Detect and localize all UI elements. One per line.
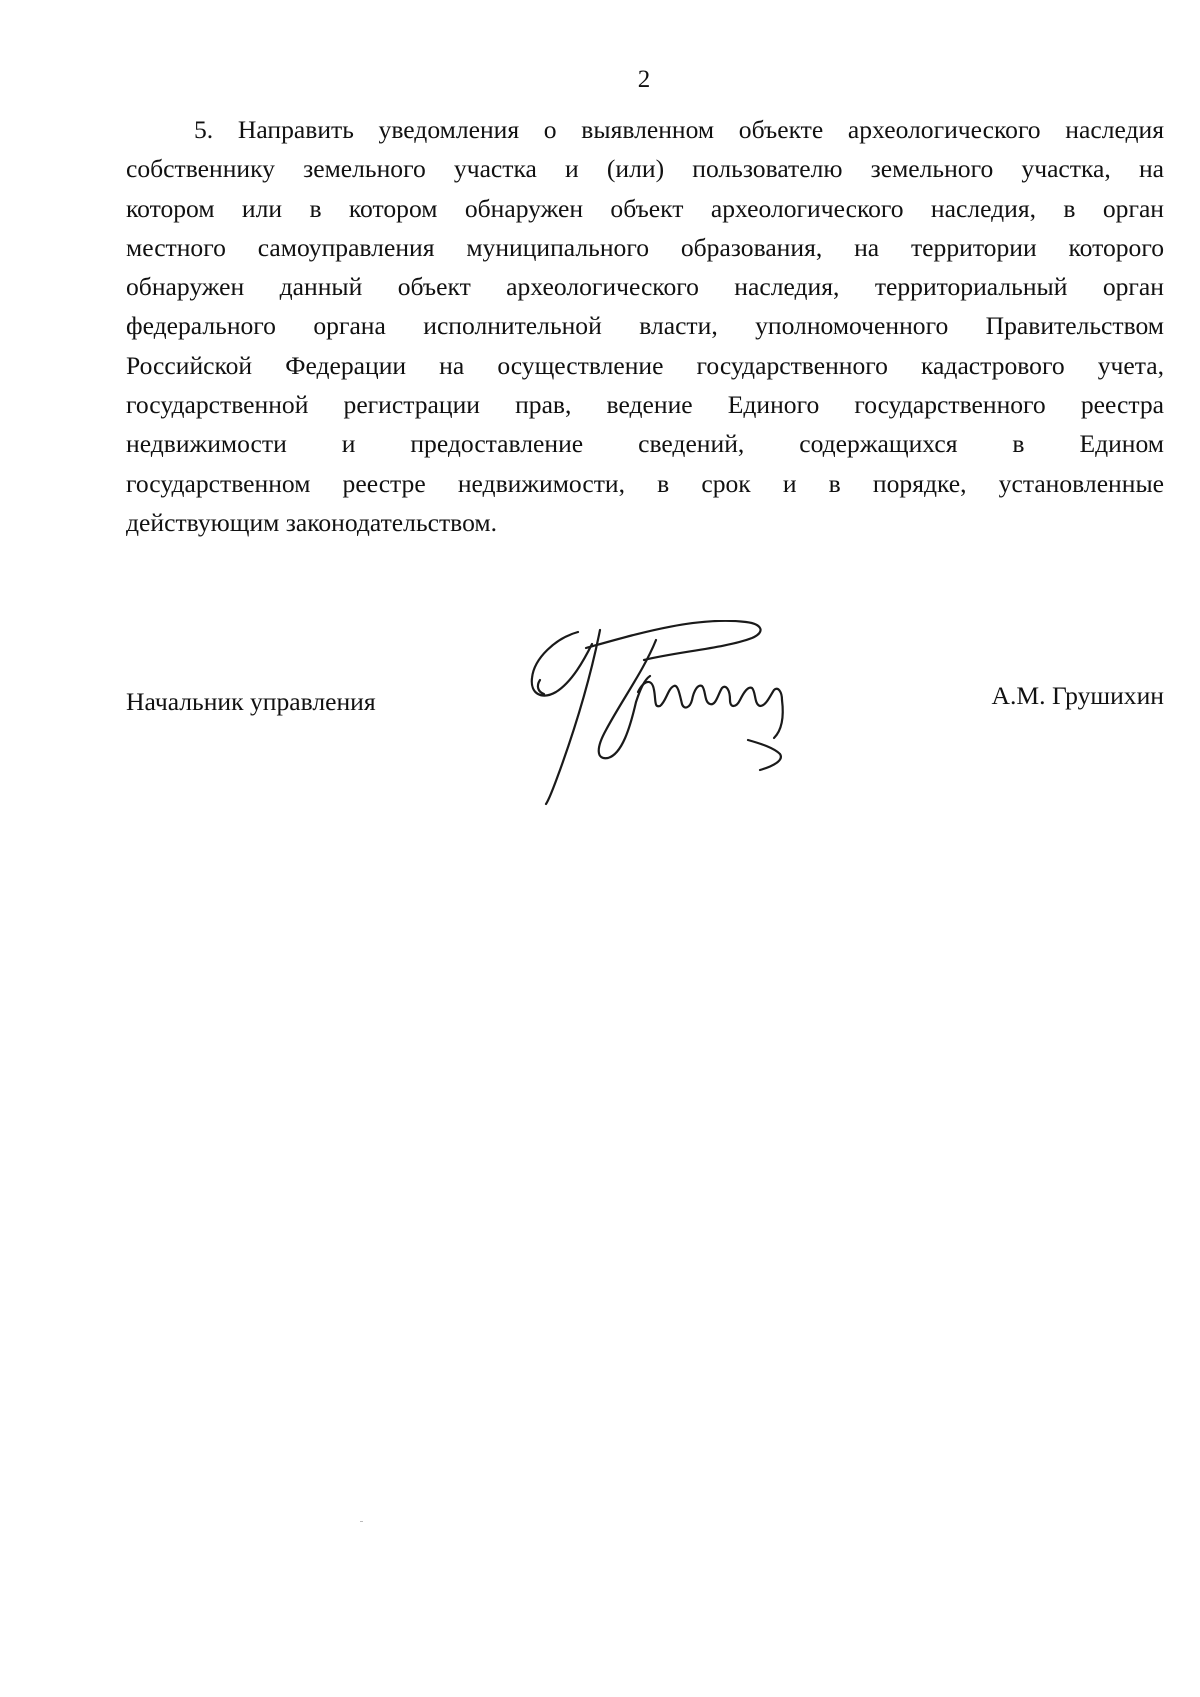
- paragraph-line: государственном реестре недвижимости, в срок и в порядке, установленные: [126, 468, 1164, 498]
- signatory-position: Начальник управления: [126, 687, 376, 716]
- paragraph-line: 5. Направить уведомления о выявленном объекте археологического наследия: [194, 115, 1164, 144]
- scan-speck: [360, 1521, 363, 1522]
- signatory-name: А.М. Грушихин: [991, 681, 1164, 710]
- paragraph-line: местного самоуправления муниципального образования, на территории которого: [126, 232, 1164, 262]
- signature-block: [126, 620, 1164, 820]
- paragraph-line: государственной регистрации прав, ведение Единого государственного реестра: [126, 390, 1164, 420]
- paragraph-line: недвижимости и предоставление сведений, содержащихся в Едином: [126, 429, 1164, 459]
- paragraph-line: собственнику земельного участка и (или) пользователю земельного участка, на: [126, 154, 1164, 184]
- paragraph-line: действующим законодательством.: [126, 507, 497, 537]
- paragraph-5: [126, 110, 1164, 542]
- paragraph-line: федерального органа исполнительной власти, уполномоченного Правительством: [126, 311, 1164, 341]
- paragraph-line: обнаружен данный объект археологического наследия, территориальный орган: [126, 272, 1164, 302]
- page-number: 2: [637, 66, 651, 93]
- handwritten-signature: [526, 620, 846, 820]
- paragraph-line: Российской Федерации на осуществление государственного кадастрового учета,: [126, 350, 1164, 380]
- paragraph-line: котором или в котором обнаружен объект археологического наследия, в орган: [126, 193, 1164, 223]
